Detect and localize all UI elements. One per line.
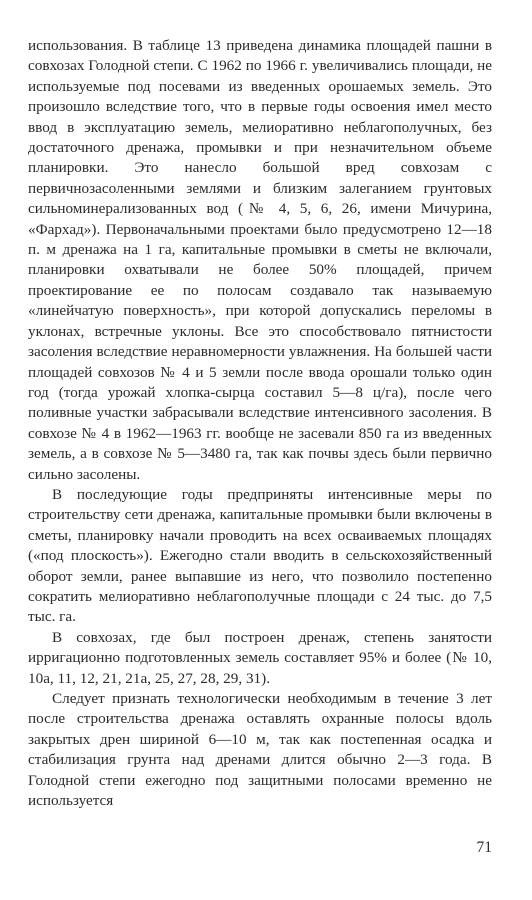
paragraph-2: В последующие годы предприняты интенсивные меры по строительству сети дренажа, капитальные промывки были включены в сметы, планировку начали проводить на всех осваиваемых площадях («под плоскость»). Ежегодно стали вводить в сельскохозяйственный оборот земли, ранее выпавшие из него, что позволило постепенно сократить мелиоративно неблагополучные площади с 24 тыс. до 7,5 тыс. га.: [28, 485, 492, 626]
paragraph-3: В совхозах, где был построен дренаж, степень занятости ирригационно подготовленных земель составляет 95% и более (№ 10, 10а, 11, 12, 21, 21а, 25, 27, 28, 29, 31).: [28, 628, 492, 687]
paragraph-1: использования. В таблице 13 приведена динамика площадей пашни в совхозах Голодной степи. С 1962 по 1966 г. увеличивались площади, не используемые под посевами из введенных орошаемых земель. Это произошло вследствие того, что в первые годы освоения имел место ввод в эксплуатацию земель, мелиоративно неблагополучных, без достаточного дренажа, промывки и при незначительном объеме планировки. Это нанесло большой вред совхозам с первичнозасоленными землями и близким залеганием грунтовых сильноминерализованных вод (№ 4, 5, 6, 26, имени Мичурина, «Фархад»). Первоначальными проектами было предусмотрено 12—18 п. м дренажа на 1 га, капитальные промывки в сметы не включали, планировки охватывали не более 50% площадей, причем проектирование ее по полосам создавало так называемую «линейчатую поверхность», при которой допускались переломы в уклонах, встречные уклоны. Все это способствовало пятнистости засоления вследствие неравномерности увлажнения. На большей части площадей совхозов № 4 и 5 земли после ввода орошали только один год (тогда урожай хлопка-сырца составил 5—8 ц/га), после чего поливные участки забрасывали вследствие интенсивного засоления. В совхозе № 4 в 1962—1963 гг. вообще не засевали 850 га из введенных земель, а в совхозе № 5—3480 га, так как почвы здесь были первично сильно засолены.: [28, 37, 492, 483]
paragraph-4: Следует признать технологически необходимым в течение 3 лет после строительства дренажа оставлять охранные полосы вдоль закрытых дрен шириной 6—10 м, так как постепенная осадка и стабилизация грунта над дренами длится обычно 2—3 года. В Голодной степи ежегодно под защитными полосами временно не используется: [28, 690, 492, 810]
page-number: 71: [476, 839, 492, 856]
page-body: [28, 36, 492, 866]
